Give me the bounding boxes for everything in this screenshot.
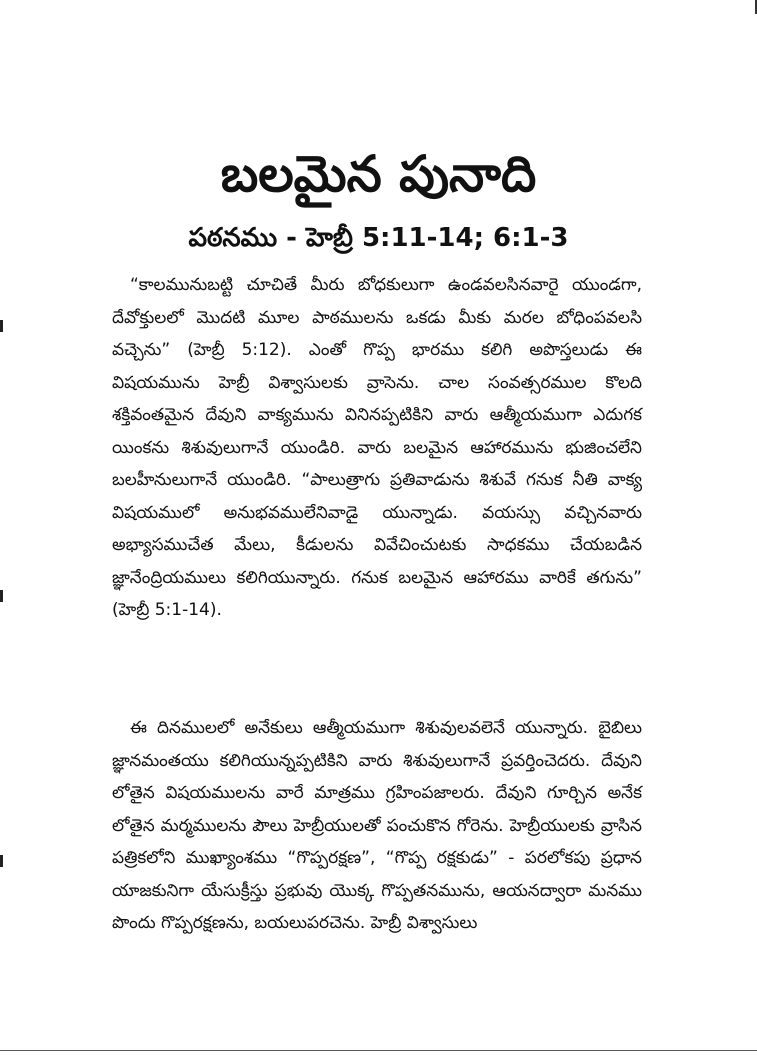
scan-edge-mark bbox=[0, 855, 3, 867]
page-bottom-edge bbox=[0, 1050, 757, 1051]
body-paragraph-1: “కాలమునుబట్టి చూచితే మీరు బోధకులుగా ఉండవలసినవారై యుండగా, దేవోక్తులలో మొదటి మూల పాఠములను ఒకడు మీకు మరల బోధింపవలసి వచ్చెను” (హెబ్రీ 5:12). ఎంతో గొప్ప భారము కలిగి అపొస్తలుడు ఈ విషయమును హెబ్రీ విశ్వాసులకు వ్రాసెను. చాల సంవత్సరముల కొలది శక్తివంతమైన దేవుని వాక్యమును వినినప్పటికిని వారు ఆత్మీయముగా ఎదుగక యింకను శిశువులుగానే యుండిరి. వారు బలమైన ఆహారమును భుజించలేని బలహీనులుగానే యుండిరి. “పాలుత్రాగు ప్రతివాడును శిశువే గనుక నీతి వాక్య విషయములో అనుభవములేనివాడై యున్నాడు. వయస్సు వచ్చినవారు అభ్యాసముచేత మేలు, కీడులను వివేచించుటకు సాధకము చేయబడిన జ్ఞానేంద్రియములు కలిగియున్నారు. గనుక బలమైన ఆహారము వారికే తగును” (హెబ్రీ 5:1-14). bbox=[112, 275, 642, 620]
scan-edge-mark bbox=[0, 320, 3, 332]
scan-edge-mark bbox=[0, 590, 3, 602]
reading-reference: పఠనము - హెబ్రీ 5:11-14; 6:1-3 bbox=[188, 222, 569, 253]
page-title: బలమైన పునాది bbox=[220, 144, 537, 203]
body-paragraph-2: ఈ దినములలో అనేకులు ఆత్మీయముగా శిశువులవలెనే యున్నారు. బైబిలు జ్ఞానమంతయు కలిగియున్నప్పటికిని వారు శిశువులుగానే ప్రవర్తించెదరు. దేవుని లోతైన విషయములను వారే మాత్రము గ్రహింపజాలరు. దేవుని గూర్చిన అనేక లోతైన మర్మములను పౌలు హెబ్రీయులతో పంచుకొన గోరెను. హెబ్రీయులకు వ్రాసిన పత్రికలోని ముఖ్యాంశము “గొప్పరక్షణ”, “గొప్ప రక్షకుడు” - పరలోకపు ప్రధాన యాజకునిగా యేసుక్రీస్తు ప్రభువు యొక్క గొప్పతనమును, ఆయనద్వారా మనము పొందు గొప్పరక్షణను, బయలుపరచెను. హెబ్రీ విశ్వాసులు bbox=[112, 718, 642, 933]
